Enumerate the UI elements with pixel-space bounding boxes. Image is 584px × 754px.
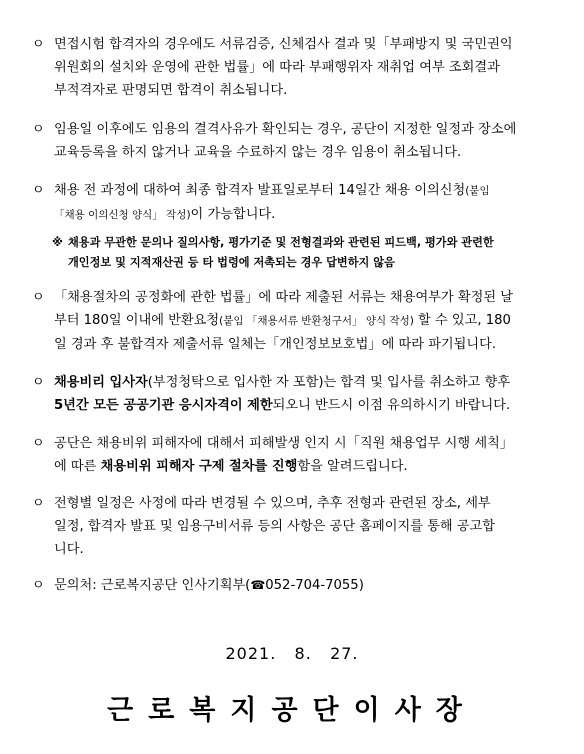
item-7-line-2: 일정, 합격자 발표 및 임용구비서류 등의 사항은 공단 홈페이지를 통해 공고합: [54, 519, 496, 534]
notice-item-1: [34, 33, 556, 102]
item-1-line-1: 면접시험 합격자의 경우에도 서류검증, 신체검사 결과 및「부패방지 및 국민권익: [54, 37, 513, 52]
reference-note: [52, 233, 556, 273]
item-5-text-end: 되오니 반드시 이점 유의하시기 바랍니다.: [272, 398, 511, 413]
item-1-line-2: 위원회의 설치와 운영에 관한 법률」에 따라 부패행위자 재취업 여부 조회결과: [54, 60, 500, 75]
contact-label: 문의처: 근로복지공단 인사기획부(: [54, 578, 251, 593]
notice-item-7: [34, 492, 556, 561]
item-6-text: 에 따른: [54, 459, 101, 474]
contact-phone: 052-704-7055): [265, 578, 364, 593]
item-5-bold-text: 채용비리 입사자: [54, 375, 148, 390]
bullet-marker: ㅇ: [32, 122, 45, 137]
item-6-line-2: [54, 455, 556, 478]
issuer-signature: 근로복지공단이사장: [107, 695, 477, 726]
item-4-text: 부터 180일 이내에 반환요청: [54, 313, 220, 328]
item-7-line-3: 니다.: [54, 542, 84, 557]
item-5-bold-restriction: 5년간 모든 공공기관 응시자격이 제한: [54, 398, 273, 413]
bullet-marker: ㅇ: [32, 578, 45, 593]
bullet-marker: ㅇ: [32, 290, 45, 305]
item-3-line-1: [54, 179, 556, 203]
item-6-bold-text: 채용비위 피해자 구제 절차를 진행: [100, 459, 298, 474]
item-2-line-1: 임용일 이후에도 임용의 결격사유가 확인되는 경우, 공단이 지정한 일정과 장소에: [54, 122, 517, 137]
item-1-line-3: 부적격자로 판명되면 합격이 취소됩니다.: [54, 83, 288, 98]
item-5-line-1: [54, 371, 556, 394]
notice-item-2: [34, 118, 556, 164]
bullet-marker: ㅇ: [32, 375, 45, 390]
note-line-1: 채용과 무관한 문의나 질의사항, 평가기준 및 전형결과와 관련된 피드백, 평가와 관련한: [68, 236, 494, 249]
item-3-attachment-form: 「채용 이의신청 양식」 작성): [54, 209, 191, 221]
item-4-line-3: 일 경과 후 불합격자 제출서류 일체는「개인정보보호법」에 따라 파기됩니다.: [54, 337, 497, 352]
item-6-text-end: 함을 알려드립니다.: [297, 459, 408, 474]
bullet-marker: ㅇ: [32, 183, 45, 198]
item-5-line-2: [54, 394, 556, 417]
item-6-line-1: 공단은 채용비위 피해자에 대해서 피해발생 인지 시「직원 채용업무 시행 세칙」: [54, 436, 514, 451]
phone-icon: ☎: [250, 578, 266, 592]
note-mark: ※: [52, 236, 63, 249]
notice-item-8: [34, 574, 556, 597]
note-line-2: 개인정보 및 지적재산권 등 타 법령에 저촉되는 경우 답변하지 않음: [68, 256, 395, 269]
bullet-marker: ㅇ: [32, 37, 45, 52]
notice-item-4: [34, 286, 556, 356]
item-5-text: (부정청탁으로 입사한 자 포함)는 합격 및 입사를 취소하고 향후: [147, 375, 511, 390]
item-3-line-2: [54, 203, 556, 227]
item-7-line-1: 전형별 일정은 사정에 따라 변경될 수 있으며, 추후 전형과 관련된 장소, 세부: [54, 496, 491, 511]
bullet-marker: ㅇ: [32, 436, 45, 451]
item-4-line-2: [54, 309, 556, 333]
item-2-line-2: 교육등록을 하지 않거나 교육을 수료하지 않는 경우 임용이 취소됩니다.: [54, 145, 462, 160]
item-4-attachment-note: (붙임 「채용서류 반환청구서」 양식 작성): [219, 315, 414, 327]
item-4-line-1: 「채용절차의 공정화에 관한 법률」에 따라 제출된 서류는 채용여부가 확정된 날: [54, 290, 514, 305]
bullet-marker: ㅇ: [32, 496, 45, 511]
document-date: 2021. 8. 27.: [225, 644, 359, 663]
notice-item-5: [34, 371, 556, 417]
notice-item-3: [34, 179, 556, 227]
item-4-text-cont: 할 수 있고, 180: [413, 313, 511, 328]
notice-item-6: [34, 432, 556, 478]
item-3-text: 채용 전 과정에 대하여 최종 합격자 발표일로부터 14일간 채용 이의신청: [54, 183, 466, 198]
item-3-text-end: 이 가능합니다.: [190, 207, 276, 222]
item-3-attachment-note: (붙임: [465, 185, 490, 197]
